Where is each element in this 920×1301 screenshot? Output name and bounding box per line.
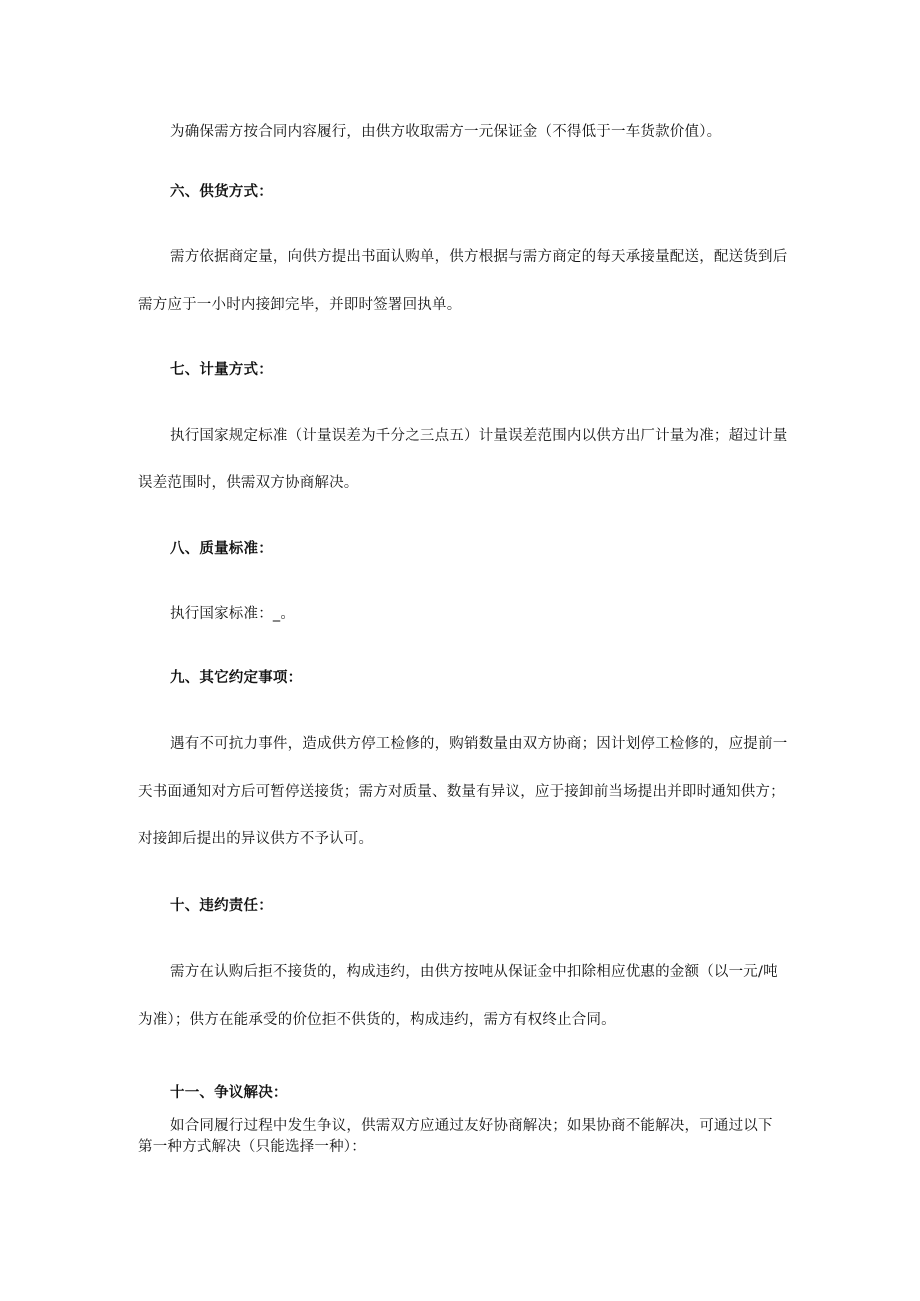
section-9-line-2: 天书面通知对方后可暂停送接货；需方对质量、数量有异议，应于接卸前当场提出并即时通知供方；: [138, 784, 785, 800]
section-7-line-1: 执行国家规定标准（计量误差为千分之三点五）计量误差范围内以供方出厂计量为准；超过计量: [170, 428, 788, 444]
section-6-line-2: 需方应于一小时内接卸完毕，并即时签署回执单。: [138, 297, 462, 313]
section-7-heading: 七、计量方式：: [170, 362, 273, 378]
section-11-line-2: 第一种方式解决（只能选择一种）：: [138, 1139, 366, 1155]
section-10-line-2: 为准）；供方在能承受的价位拒不供货的，构成违约，需方有权终止合同。: [138, 1012, 616, 1028]
section-8-heading: 八、质量标准：: [170, 541, 273, 557]
section-9-line-1: 遇有不可抗力事件，造成供方停工检修的，购销数量由双方协商；因计划停工检修的，应提前一: [170, 736, 788, 752]
section-6-line-1: 需方依据商定量，向供方提出书面认购单，供方根据与需方商定的每天承接量配送，配送货到后: [170, 249, 788, 265]
section-10-line-1: 需方在认购后拒不接货的，构成违约，由供方按吨从保证金中扣除相应优惠的金额（以一元/吨: [170, 964, 778, 980]
section-9-line-3: 对接卸后提出的异议供方不予认可。: [138, 831, 374, 847]
section-8-line-1: 执行国家标准：_。: [170, 606, 296, 622]
section-7-line-2: 误差范围时，供需双方协商解决。: [138, 475, 359, 491]
section-6-heading: 六、供货方式：: [170, 184, 273, 200]
section-10-heading: 十、违约责任：: [170, 898, 273, 914]
intro-paragraph: 为确保需方按合同内容履行，由供方收取需方一元保证金（不得低于一车货款价值）。: [170, 124, 722, 140]
section-11-heading: 十一、争议解决：: [170, 1085, 288, 1101]
section-9-heading: 九、其它约定事项：: [170, 670, 303, 686]
section-11-line-1: 如合同履行过程中发生争议，供需双方应通过友好协商解决；如果协商不能解决，可通过以下: [170, 1118, 773, 1134]
